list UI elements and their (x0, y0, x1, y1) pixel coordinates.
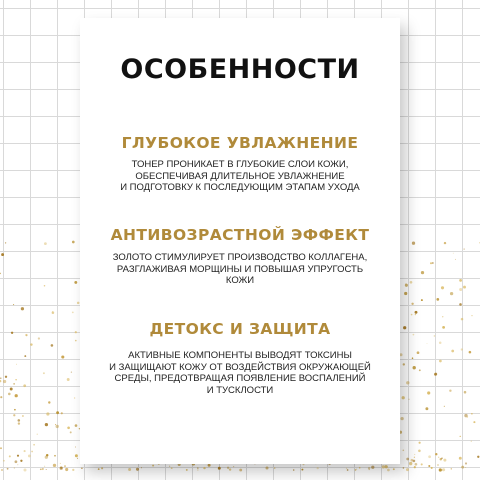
glitter-speck (13, 414, 15, 416)
glitter-speck (459, 288, 462, 291)
glitter-speck (21, 307, 24, 310)
glitter-speck (385, 465, 387, 467)
glitter-speck (467, 416, 469, 418)
glitter-speck (46, 469, 47, 470)
section-text-moisturizing (80, 159, 400, 194)
glitter-speck (274, 467, 275, 468)
glitter-speck (20, 460, 22, 462)
glitter-speck (75, 424, 78, 427)
section-text-detox (80, 350, 400, 396)
page-title: ОСОБЕННОСТИ (120, 54, 360, 85)
glitter-speck (403, 363, 405, 365)
glitter-speck (74, 281, 77, 284)
glitter-speck (421, 271, 424, 274)
glitter-speck (266, 467, 269, 470)
glitter-speck (413, 366, 416, 369)
glitter-speck (346, 468, 347, 469)
glitter-speck (439, 468, 442, 471)
glitter-speck (418, 450, 421, 453)
glitter-speck (53, 464, 56, 467)
glitter-speck (403, 450, 405, 452)
glitter-speck (3, 380, 6, 383)
glitter-speck (56, 425, 59, 428)
glitter-speck (152, 465, 154, 467)
glitter-speck (43, 372, 45, 374)
glitter-speck (10, 388, 13, 391)
glitter-speck (37, 434, 38, 435)
text-line: ОБЕСПЕЧИВАЯ ДЛИТЕЛЬНОЕ УВЛАЖНЕНИЕ (135, 170, 345, 182)
glitter-speck (465, 467, 466, 468)
glitter-speck (403, 467, 405, 469)
glitter-speck (81, 467, 83, 469)
glitter-speck (444, 242, 446, 244)
glitter-speck (414, 454, 415, 455)
glitter-speck (72, 312, 74, 314)
glitter-speck (48, 401, 50, 403)
glitter-speck (301, 469, 303, 471)
glitter-speck (439, 360, 442, 363)
glitter-speck (71, 371, 72, 372)
glitter-speck (13, 304, 14, 305)
glitter-speck (411, 314, 413, 316)
glitter-speck (239, 469, 242, 472)
glitter-speck (293, 469, 295, 471)
glitter-speck (471, 413, 473, 415)
glitter-speck (473, 421, 475, 423)
glitter-speck (0, 273, 1, 275)
glitter-speck (229, 468, 231, 470)
glitter-speck (441, 286, 444, 289)
glitter-speck (18, 419, 21, 422)
glitter-speck (38, 337, 40, 339)
text-line: СРЕДЫ, ПРЕДОТВРАЩАЯ ПОЯВЛЕНИЕ ВОСПАЛЕНИЙ (114, 373, 366, 384)
glitter-speck (461, 466, 464, 469)
glitter-speck (22, 415, 24, 417)
glitter-speck (16, 364, 17, 365)
glitter-speck (60, 463, 61, 464)
glitter-speck (44, 285, 46, 287)
glitter-speck (419, 442, 421, 444)
glitter-speck (44, 242, 47, 245)
glitter-speck (459, 303, 462, 306)
glitter-speck (15, 394, 18, 397)
glitter-speck (449, 389, 451, 391)
glitter-speck (30, 343, 32, 345)
glitter-speck (24, 450, 26, 452)
text-line: АКТИВНЫЕ КОМПОНЕНТЫ ВЫВОДЯТ ТОКСИНЫ (128, 350, 352, 361)
glitter-speck (459, 457, 462, 460)
glitter-speck (419, 369, 421, 371)
glitter-speck (421, 299, 423, 301)
glitter-speck (382, 465, 385, 468)
glitter-speck (56, 411, 59, 414)
glitter-speck (409, 462, 412, 465)
glitter-speck (233, 466, 234, 467)
glitter-speck (471, 441, 472, 442)
glitter-speck (410, 281, 413, 284)
glitter-speck (197, 467, 199, 469)
glitter-speck (415, 314, 416, 315)
glitter-speck (434, 335, 435, 336)
glitter-speck (442, 316, 443, 317)
glitter-speck (3, 460, 5, 462)
glitter-speck (17, 464, 18, 465)
glitter-speck (425, 407, 428, 410)
glitter-speck (414, 466, 416, 468)
glitter-speck (436, 298, 439, 301)
glitter-speck (51, 344, 54, 347)
text-line: КОЖИ (225, 275, 255, 286)
glitter-speck (455, 259, 456, 260)
glitter-speck (45, 423, 48, 426)
text-line: РАЗГЛАЖИВАЯ МОРЩИНЫ И ПОВЫШАЯ УПРУГОСТЬ (116, 263, 364, 275)
glitter-speck (464, 249, 465, 250)
glitter-speck (453, 253, 454, 254)
glitter-speck (169, 466, 170, 467)
glitter-speck (421, 463, 423, 465)
glitter-speck (465, 462, 467, 464)
glitter-speck (9, 455, 11, 457)
glitter-speck (136, 468, 139, 471)
glitter-speck (61, 355, 64, 358)
glitter-speck (0, 396, 2, 398)
glitter-speck (459, 279, 462, 282)
glitter-speck (67, 378, 70, 381)
glitter-speck (317, 467, 319, 469)
glitter-speck (430, 262, 432, 264)
glitter-speck (413, 334, 415, 336)
section-text-antiage (80, 252, 400, 287)
text-line: ТОНЕР ПРОНИКАЕТ В ГЛУБОКИЕ СЛОИ КОЖИ, (131, 159, 349, 170)
glitter-speck (414, 457, 415, 458)
glitter-speck (451, 350, 454, 353)
text-line: И ЗАЩИЩАЮТ КОЖУ ОТ ВОЗДЕЙСТВИЯ ОКРУЖАЮЩЕЙ (109, 361, 371, 373)
glitter-speck (404, 292, 407, 295)
glitter-speck (70, 431, 72, 433)
glitter-speck (208, 464, 211, 467)
glitter-speck (387, 469, 390, 472)
glitter-speck (60, 467, 62, 469)
text-line: И ПОДГОТОВКУ К ПОСЛЕДУЮЩИМ ЭТАПАМ УХОДА (120, 182, 360, 193)
glitter-speck (406, 458, 409, 461)
glitter-speck (46, 412, 49, 415)
glitter-speck (437, 464, 439, 466)
glitter-speck (406, 468, 409, 471)
glitter-speck (443, 459, 446, 462)
glitter-speck (427, 391, 430, 394)
glitter-speck (31, 451, 33, 453)
glitter-speck (15, 460, 18, 463)
glitter-speck (469, 351, 472, 354)
glitter-speck (218, 467, 221, 470)
glitter-speck (8, 393, 11, 396)
glitter-speck (64, 465, 66, 467)
glitter-speck (186, 469, 188, 471)
glitter-speck (75, 447, 76, 448)
glitter-speck (451, 468, 452, 469)
glitter-speck (461, 318, 464, 321)
glitter-speck (98, 468, 100, 470)
glitter-speck (409, 399, 410, 400)
glitter-speck (368, 467, 370, 469)
glitter-speck (393, 468, 395, 470)
glitter-speck (405, 283, 406, 284)
glitter-speck (52, 311, 55, 314)
glitter-speck (460, 436, 461, 437)
glitter-speck (15, 379, 16, 380)
text-line: ЗОЛОТО СТИМУЛИРУЕТ ПРОИЗВОДСТВО КОЛЛАГЕНА, (112, 252, 368, 263)
glitter-speck (411, 303, 413, 305)
section-heading-detox: ДЕТОКС И ЗАЩИТА (149, 320, 331, 338)
glitter-speck (25, 334, 27, 336)
glitter-speck (442, 468, 445, 471)
glitter-speck (75, 454, 78, 457)
glitter-speck (412, 357, 414, 359)
glitter-speck (434, 373, 437, 376)
glitter-speck (14, 467, 15, 468)
glitter-speck (23, 384, 26, 387)
glitter-speck (415, 463, 418, 466)
glitter-speck (65, 468, 68, 471)
glitter-speck (403, 326, 406, 329)
glitter-speck (17, 455, 19, 457)
glitter-speck (24, 469, 27, 472)
glitter-speck (431, 467, 433, 469)
text-line: И ТУСКЛОСТИ (206, 384, 274, 396)
glitter-speck (0, 447, 2, 449)
glitter-speck (471, 315, 472, 316)
glitter-speck (463, 286, 466, 289)
section-heading-antiage: АНТИВОЗРАСТНОЙ ЭФФЕКТ (110, 226, 370, 244)
glitter-speck (442, 326, 445, 329)
glitter-speck (197, 470, 198, 471)
glitter-speck (11, 332, 13, 334)
glitter-speck (54, 455, 56, 457)
glitter-speck (5, 242, 6, 243)
glitter-speck (406, 381, 409, 384)
glitter-speck (428, 455, 431, 458)
glitter-speck (5, 376, 7, 378)
glitter-speck (428, 465, 430, 467)
glitter-speck (77, 458, 78, 459)
glitter-speck (72, 469, 74, 471)
glitter-speck (128, 468, 131, 471)
glitter-speck (1, 253, 4, 256)
glitter-speck (0, 378, 1, 379)
glitter-speck (371, 466, 374, 469)
glitter-speck (400, 417, 403, 420)
glitter-speck (417, 351, 420, 354)
glitter-speck (44, 466, 45, 467)
glitter-speck (427, 343, 428, 344)
glitter-speck (75, 331, 77, 333)
glitter-speck (461, 348, 463, 350)
glitter-speck (14, 409, 16, 411)
glitter-speck (0, 380, 1, 382)
glitter-speck (45, 456, 48, 459)
glitter-speck (432, 262, 434, 264)
glitter-speck (359, 467, 361, 469)
glitter-speck (18, 422, 20, 424)
glitter-speck (24, 355, 26, 357)
features-card (80, 18, 400, 464)
glitter-speck (33, 444, 35, 446)
glitter-speck (1, 469, 3, 471)
glitter-speck (28, 454, 31, 457)
glitter-speck (42, 468, 44, 470)
glitter-speck (13, 383, 14, 384)
glitter-speck (74, 397, 75, 398)
glitter-speck (40, 468, 42, 470)
glitter-speck (72, 241, 75, 244)
glitter-speck (444, 406, 445, 407)
glitter-speck (438, 457, 439, 458)
glitter-speck (227, 467, 229, 469)
glitter-speck (171, 467, 173, 469)
glitter-speck (75, 340, 77, 342)
glitter-speck (435, 453, 437, 455)
glitter-speck (441, 458, 442, 459)
glitter-speck (101, 467, 103, 469)
glitter-speck (477, 456, 479, 458)
glitter-speck (464, 391, 467, 394)
glitter-speck (439, 342, 442, 345)
glitter-speck (402, 396, 405, 399)
glitter-speck (356, 469, 357, 470)
glitter-speck (67, 426, 70, 429)
glitter-speck (450, 292, 453, 295)
glitter-speck (355, 469, 357, 471)
glitter-speck (61, 412, 63, 414)
glitter-speck (7, 468, 9, 470)
glitter-speck (141, 467, 142, 468)
glitter-speck (347, 469, 349, 471)
glitter-speck (415, 311, 418, 314)
glitter-speck (413, 460, 416, 463)
section-heading-moisturizing: ГЛУБОКОЕ УВЛАЖНЕНИЕ (121, 134, 359, 152)
glitter-speck (55, 424, 56, 425)
glitter-speck (203, 467, 205, 469)
glitter-speck (412, 242, 415, 245)
